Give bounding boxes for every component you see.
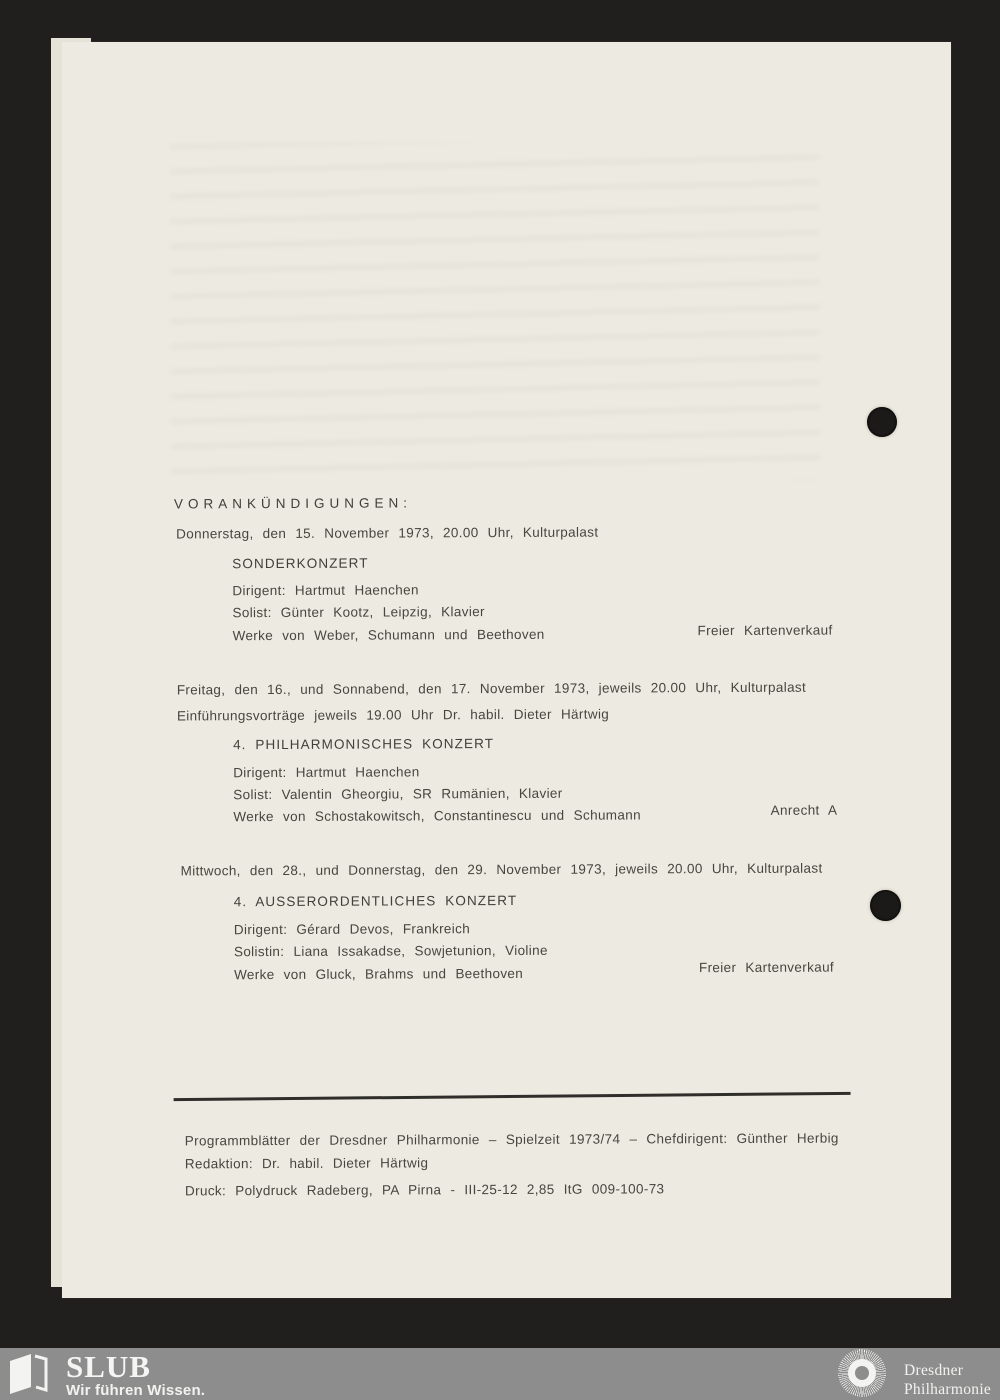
concert-date: Mittwoch, den 28., und Donnerstag, den 29. November 1973, jeweils 20.00 Uhr, Kulturpalast (180, 860, 823, 879)
open-book-icon (9, 1353, 49, 1395)
philharmonie-name-line1: Dresdner (904, 1362, 964, 1379)
soloist-line: Solist: Günter Kootz, Leipzig, Klavier (232, 604, 485, 621)
ticket-note: Freier Kartenverkauf (697, 622, 833, 639)
hole-punch (870, 890, 901, 921)
works-line: Werke von Weber, Schumann und Beethoven (232, 626, 545, 644)
concert-title: 4. AUSSERORDENTLICHES KONZERT (233, 892, 518, 910)
page-content (59, 40, 953, 1300)
concert-date: Freitag, den 16., und Sonnabend, den 17. November 1973, jeweils 20.00 Uhr, Kulturpalast (176, 679, 807, 698)
brand-bar (0, 1348, 1000, 1400)
soloist-line: Solist: Valentin Gheorgiu, SR Rumänien, Klavier (233, 785, 563, 803)
document-page (62, 42, 951, 1298)
imprint-line: Programmblätter der Dresdner Philharmonie – Spielzeit 1973/74 – Chefdirigent: Günther Herbig (184, 1130, 839, 1149)
slub-wordmark: SLUB (66, 1349, 151, 1384)
philharmonie-name-line2: Philharmonie (904, 1381, 992, 1398)
works-line: Werke von Gluck, Brahms und Beethoven (234, 965, 524, 983)
page-heading: VORANKÜNDIGUNGEN: (173, 495, 413, 512)
soloist-line: Solistin: Liana Issakadse, Sowjetunion, Violine (233, 942, 548, 960)
intro-line: Einführungsvorträge jeweils 19.00 Uhr Dr. habil. Dieter Härtwig (176, 706, 610, 724)
conductor-line: Dirigent: Hartmut Haenchen (232, 582, 419, 599)
imprint-line: Redaktion: Dr. habil. Dieter Härtwig (184, 1155, 429, 1172)
philharmonie-logo (838, 1348, 998, 1400)
philharmonie-name (904, 1361, 991, 1399)
concert-date: Donnerstag, den 15. November 1973, 20.00 Uhr, Kulturpalast (176, 524, 599, 542)
starburst-icon (838, 1349, 886, 1397)
bleed-through-texture (169, 141, 820, 484)
conductor-line: Dirigent: Gérard Devos, Frankreich (233, 921, 471, 938)
hole-punch (867, 407, 897, 437)
works-line: Werke von Schostakowitsch, Constantinescu und Schumann (233, 807, 642, 825)
concert-title: 4. PHILHARMONISCHES KONZERT (233, 736, 495, 753)
imprint-line: Druck: Polydruck Radeberg, PA Pirna - III-25-12 2,85 ItG 009-100-73 (184, 1181, 665, 1199)
slub-logo (9, 1351, 249, 1400)
slub-slogan: Wir führen Wissen. (66, 1382, 206, 1399)
ticket-note: Freier Kartenverkauf (698, 959, 835, 976)
conductor-line: Dirigent: Hartmut Haenchen (233, 764, 420, 781)
concert-title: SONDERKONZERT (232, 555, 369, 572)
ticket-note: Anrecht A (770, 802, 838, 818)
divider-rule (174, 1092, 851, 1101)
